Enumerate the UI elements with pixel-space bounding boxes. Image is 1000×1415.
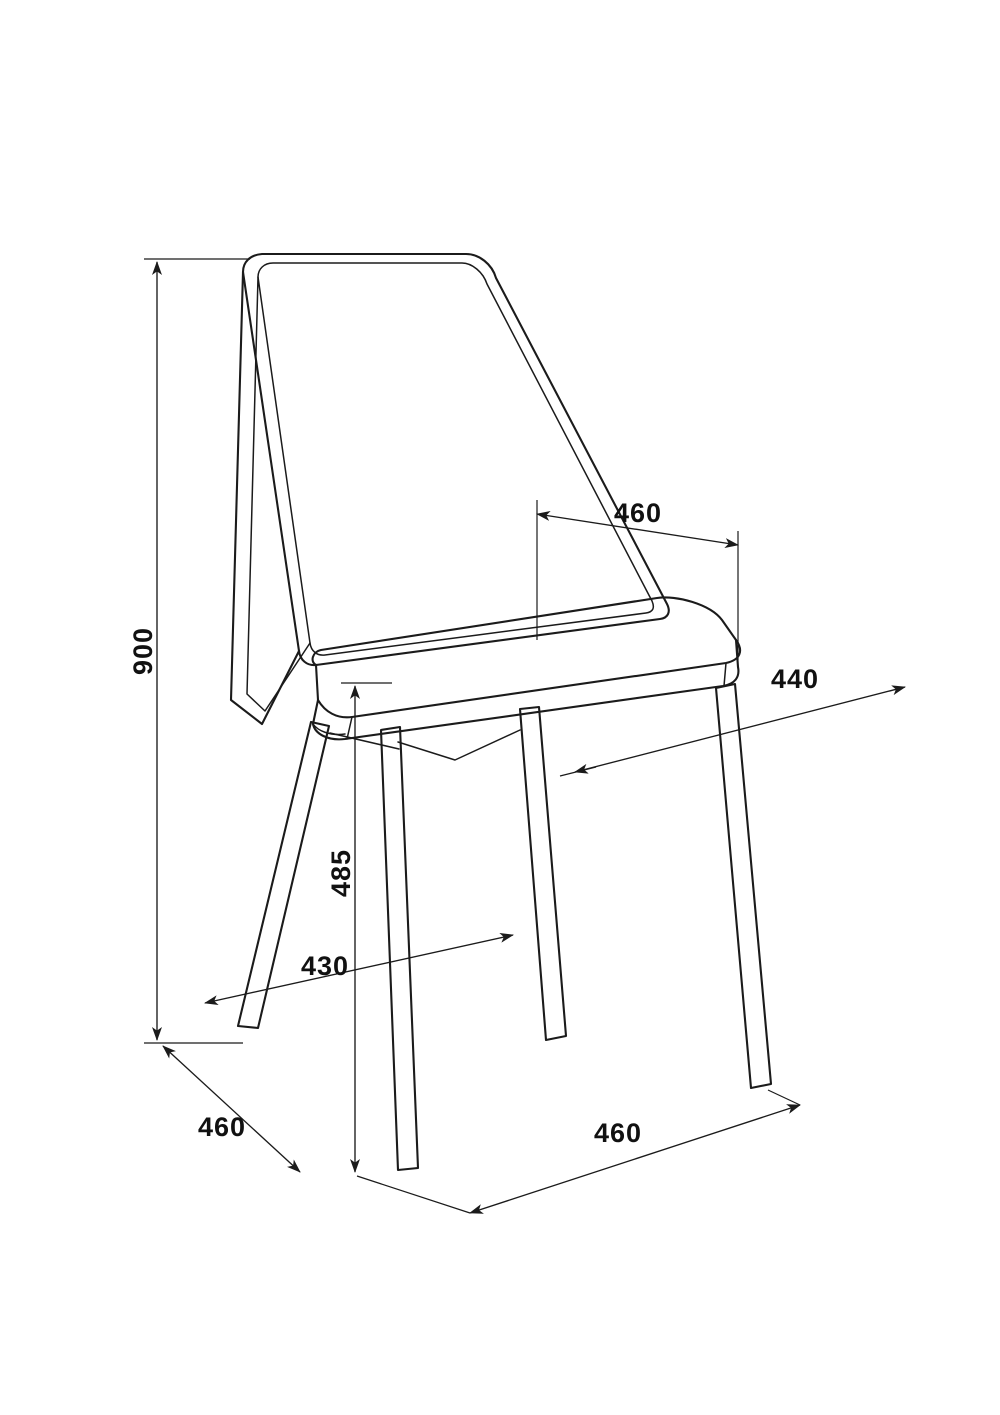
dimension-label-460-top: 460 (613, 498, 663, 528)
dimension-seat-depth (560, 664, 905, 776)
dimension-label-900: 900 (128, 626, 158, 676)
dimension-label-430: 430 (300, 951, 350, 981)
chair-seat (313, 597, 741, 739)
chair-backrest (231, 254, 669, 724)
dimension-label-460-left: 460 (197, 1112, 247, 1142)
dimension-base-depth (163, 1046, 300, 1172)
dimension-seat-width-top (537, 498, 738, 660)
dimension-label-485: 485 (326, 848, 356, 898)
dimension-base-width (357, 1090, 800, 1213)
dimension-label-440: 440 (770, 664, 820, 694)
chair-legs (238, 684, 771, 1170)
dimension-label-460-bottom: 460 (593, 1118, 643, 1148)
